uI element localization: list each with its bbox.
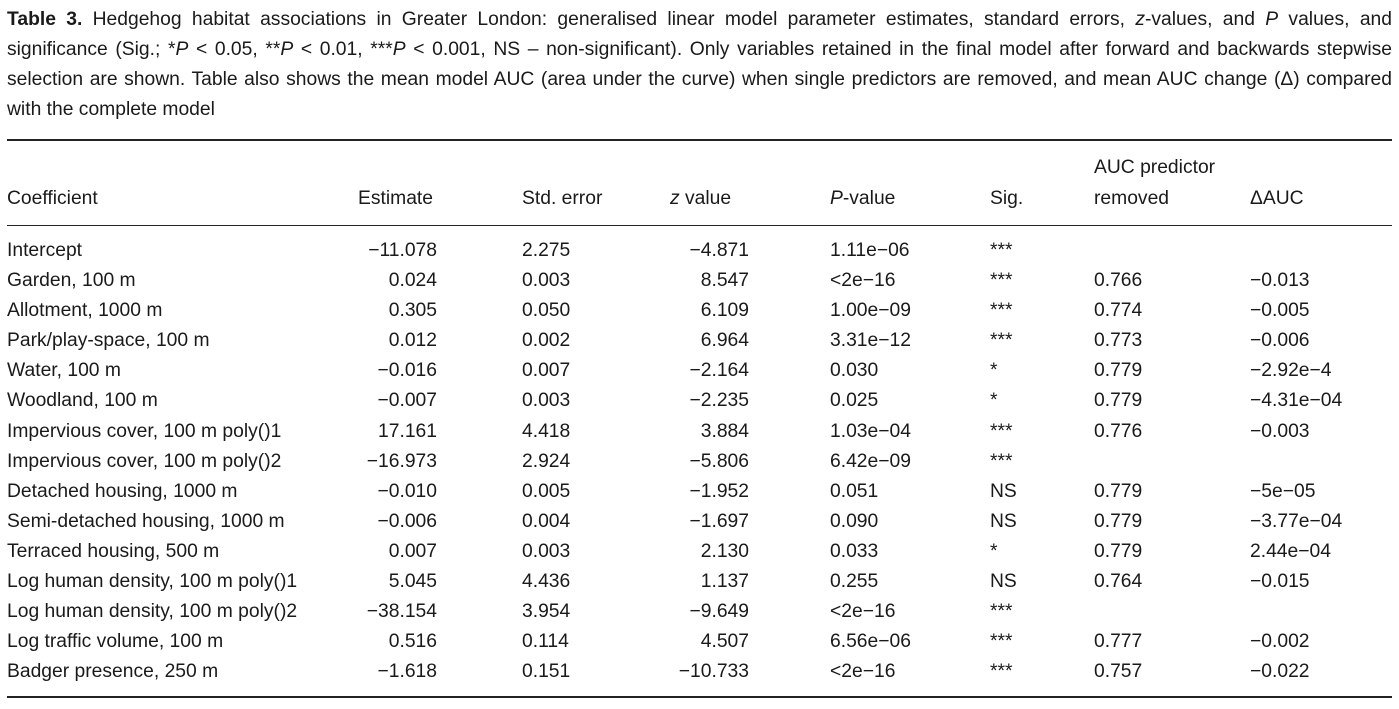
- cell-delta-auc: −0.003: [1250, 420, 1310, 442]
- cell-p-value: <2e−16: [830, 601, 896, 623]
- cell-coefficient: Water, 100 m: [7, 360, 121, 382]
- cell-auc-removed: 0.777: [1094, 631, 1143, 653]
- cell-std-error: 0.003: [522, 540, 571, 562]
- table-label: Table 3.: [7, 9, 83, 30]
- cell-sig: ***: [990, 450, 1013, 472]
- cell-z-value: 6.109: [700, 300, 749, 322]
- cell-z-value: 2.130: [700, 540, 749, 562]
- cell-coefficient: Park/play-space, 100 m: [7, 330, 210, 352]
- header-sig: Sig.: [990, 188, 1024, 209]
- cell-auc-removed: 0.779: [1094, 540, 1143, 562]
- cell-p-value: 0.033: [830, 540, 879, 562]
- table-row: [0, 657, 1399, 687]
- header-delta-auc: ΔAUC: [1250, 188, 1304, 209]
- cell-p-value: <2e−16: [830, 270, 896, 292]
- cell-coefficient: Woodland, 100 m: [7, 390, 158, 412]
- header-coefficient: Coefficient: [7, 188, 98, 209]
- cell-p-value: <2e−16: [830, 661, 896, 683]
- cell-z-value: −2.164: [689, 360, 749, 382]
- table-row: [0, 326, 1399, 356]
- cell-estimate: 0.024: [388, 270, 437, 292]
- table-row: [0, 567, 1399, 597]
- cell-p-value: 1.11e−06: [830, 240, 910, 261]
- header-std-error: Std. error: [522, 188, 603, 209]
- table-bottom-rule: [7, 696, 1392, 698]
- header-estimate: Estimate: [358, 188, 434, 209]
- cell-estimate: 17.161: [378, 420, 437, 442]
- cell-coefficient: Terraced housing, 500 m: [7, 540, 220, 562]
- table-row: [0, 266, 1399, 296]
- cell-sig: ***: [990, 420, 1013, 442]
- cell-sig: ***: [990, 601, 1013, 623]
- cell-z-value: 6.964: [700, 330, 749, 352]
- cell-sig: ***: [990, 661, 1013, 683]
- cell-estimate: 0.305: [388, 300, 437, 322]
- table-top-rule: [7, 139, 1392, 141]
- cell-std-error: 0.007: [522, 360, 571, 382]
- table-row: [0, 477, 1399, 507]
- cell-delta-auc: −0.013: [1250, 270, 1310, 292]
- cell-delta-auc: −4.31e−04: [1250, 390, 1343, 412]
- cell-std-error: 2.275: [522, 240, 571, 261]
- cell-auc-removed: 0.779: [1094, 360, 1143, 382]
- cell-std-error: 0.114: [522, 631, 569, 653]
- table-row: [0, 627, 1399, 657]
- cell-z-value: 4.507: [700, 631, 749, 653]
- cell-sig: *: [990, 360, 998, 382]
- cell-delta-auc: 2.44e−04: [1250, 540, 1331, 562]
- cell-coefficient: Log human density, 100 m poly()1: [7, 571, 298, 593]
- cell-p-value: 6.42e−09: [830, 450, 911, 472]
- cell-sig: *: [990, 390, 998, 412]
- table-row: [0, 507, 1399, 537]
- cell-std-error: 0.050: [522, 300, 571, 322]
- cell-delta-auc: −2.92e−4: [1250, 360, 1332, 382]
- cell-z-value: −9.649: [689, 601, 749, 623]
- cell-sig: ***: [990, 631, 1013, 653]
- cell-std-error: 4.418: [522, 420, 571, 442]
- cell-p-value: 0.051: [830, 480, 879, 502]
- table-row: [0, 386, 1399, 416]
- cell-std-error: 0.151: [522, 661, 571, 683]
- cell-estimate: −1.618: [377, 661, 437, 683]
- cell-delta-auc: −3.77e−04: [1250, 510, 1343, 532]
- cell-sig: NS: [990, 480, 1017, 502]
- cell-p-value: 3.31e−12: [830, 330, 911, 352]
- cell-coefficient: Semi-detached housing, 1000 m: [7, 510, 285, 532]
- cell-estimate: −38.154: [366, 601, 437, 623]
- table-row: [0, 417, 1399, 447]
- table-row: [0, 447, 1399, 477]
- table-caption: Table 3. Hedgehog habitat associations in Greater London: generalised linear model parameter estimates, standard errors, z-values, and P values, and significance (Sig.; *P < 0.05, **P < 0.01, ***P < 0.001, NS – non-significant). Only variables retained in the final model after forward and backwards stepwise selection are shown. Table also shows the mean model AUC (area under the curve) when single predictors are removed, and mean AUC change (Δ) compared with the complete model: [7, 9, 1392, 120]
- table-header-rule: [7, 225, 1392, 226]
- cell-coefficient: Garden, 100 m: [7, 270, 136, 292]
- cell-p-value: 0.030: [830, 360, 879, 382]
- cell-delta-auc: −0.006: [1250, 330, 1310, 352]
- header-z-value: z value: [670, 188, 732, 209]
- cell-auc-removed: 0.779: [1094, 510, 1143, 532]
- cell-sig: ***: [990, 330, 1013, 352]
- cell-sig: ***: [990, 240, 1013, 261]
- cell-p-value: 1.00e−09: [830, 300, 911, 322]
- cell-p-value: 0.025: [830, 390, 879, 412]
- table-row: [0, 296, 1399, 326]
- cell-z-value: 8.547: [700, 270, 749, 292]
- cell-z-value: −1.952: [689, 480, 749, 502]
- cell-std-error: 0.005: [522, 480, 571, 502]
- header-p-value: P-value: [830, 188, 896, 209]
- cell-coefficient: Allotment, 1000 m: [7, 300, 163, 322]
- header-auc-line2: removed: [1094, 188, 1170, 209]
- cell-p-value: 1.03e−04: [830, 420, 911, 442]
- cell-p-value: 6.56e−06: [830, 631, 911, 653]
- cell-estimate: 0.007: [388, 540, 437, 562]
- table-body: [0, 236, 1399, 687]
- cell-delta-auc: −0.005: [1250, 300, 1310, 322]
- cell-auc-removed: 0.766: [1094, 270, 1143, 292]
- cell-auc-removed: 0.779: [1094, 480, 1143, 502]
- cell-coefficient: Badger presence, 250 m: [7, 661, 219, 683]
- cell-sig: ***: [990, 300, 1013, 322]
- table-row: [0, 597, 1399, 627]
- cell-estimate: 0.012: [388, 330, 437, 352]
- cell-std-error: 2.924: [522, 450, 571, 472]
- cell-z-value: −4.871: [689, 240, 749, 261]
- cell-z-value: −10.733: [678, 661, 749, 683]
- cell-coefficient: Detached housing, 1000 m: [7, 480, 238, 502]
- cell-delta-auc: −0.015: [1250, 571, 1310, 593]
- cell-estimate: −0.006: [377, 510, 437, 532]
- table-row: [0, 537, 1399, 567]
- cell-estimate: −0.007: [377, 390, 437, 412]
- cell-auc-removed: 0.757: [1094, 661, 1143, 683]
- cell-coefficient: Intercept: [7, 240, 83, 261]
- cell-std-error: 0.003: [522, 390, 571, 412]
- cell-std-error: 4.436: [522, 571, 571, 593]
- cell-delta-auc: −5e−05: [1250, 480, 1316, 502]
- cell-z-value: −5.806: [689, 450, 749, 472]
- cell-coefficient: Log human density, 100 m poly()2: [7, 601, 298, 623]
- cell-auc-removed: 0.776: [1094, 420, 1143, 442]
- cell-p-value: 0.090: [830, 510, 879, 532]
- cell-auc-removed: 0.773: [1094, 330, 1143, 352]
- cell-sig: ***: [990, 270, 1013, 292]
- table-row: [0, 356, 1399, 386]
- cell-estimate: −0.010: [377, 480, 437, 502]
- cell-estimate: −0.016: [377, 360, 437, 382]
- cell-sig: *: [990, 540, 998, 562]
- cell-std-error: 0.002: [522, 330, 571, 352]
- cell-z-value: −2.235: [689, 390, 749, 412]
- cell-z-value: 1.137: [700, 571, 749, 593]
- cell-coefficient: Impervious cover, 100 m poly()2: [7, 450, 282, 472]
- cell-estimate: −11.078: [368, 240, 437, 261]
- cell-z-value: −1.697: [689, 510, 749, 532]
- table-row: [0, 236, 1399, 266]
- cell-sig: NS: [990, 571, 1017, 593]
- cell-estimate: −16.973: [366, 450, 437, 472]
- cell-delta-auc: −0.022: [1250, 661, 1310, 683]
- cell-p-value: 0.255: [830, 571, 879, 593]
- cell-std-error: 0.004: [522, 510, 571, 532]
- cell-sig: NS: [990, 510, 1017, 532]
- cell-coefficient: Log traffic volume, 100 m: [7, 631, 224, 653]
- cell-delta-auc: −0.002: [1250, 631, 1310, 653]
- cell-estimate: 5.045: [388, 571, 437, 593]
- cell-estimate: 0.516: [388, 631, 437, 653]
- cell-auc-removed: 0.779: [1094, 390, 1143, 412]
- cell-coefficient: Impervious cover, 100 m poly()1: [7, 420, 282, 442]
- cell-auc-removed: 0.774: [1094, 300, 1143, 322]
- cell-z-value: 3.884: [700, 420, 749, 442]
- cell-std-error: 0.003: [522, 270, 571, 292]
- cell-std-error: 3.954: [522, 601, 571, 623]
- cell-auc-removed: 0.764: [1094, 571, 1143, 593]
- header-auc-line1: AUC predictor: [1094, 157, 1216, 178]
